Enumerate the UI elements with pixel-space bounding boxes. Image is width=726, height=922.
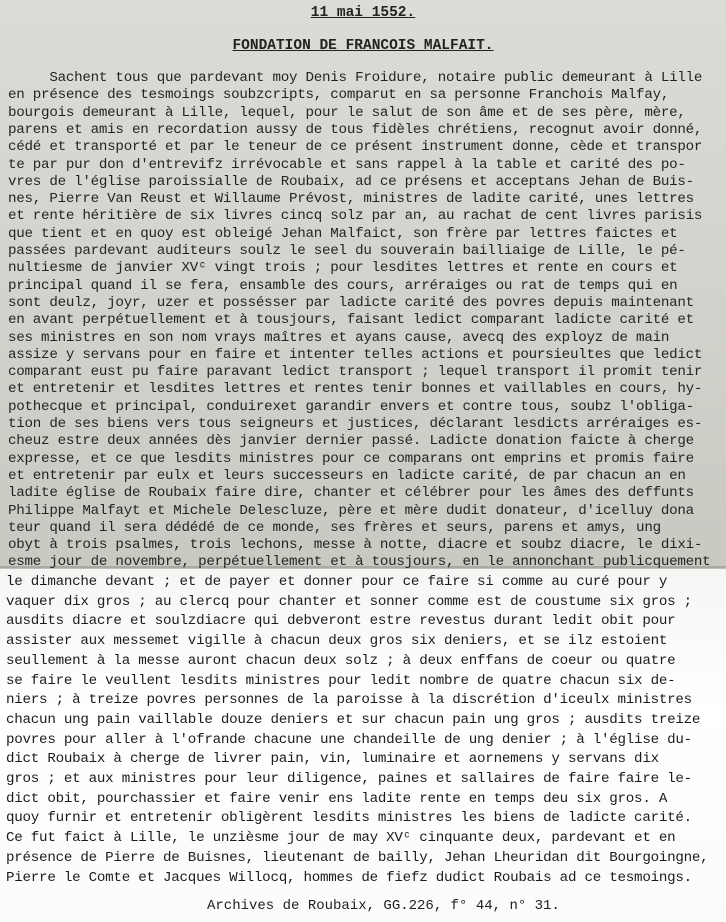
document-date: 11 mai 1552. — [310, 5, 416, 21]
text-line: esme jour de novembre, perpétuellement et à tousjours, en le annonchant publicquement — [8, 554, 711, 571]
text-line: tion de ses biens vers tous seigneurs et justices, déclarant lesdicts arréraiges es- — [8, 416, 703, 432]
text-line: ses ministres en son nom vrays maîtres et ayans cause, avecq des exployz de main — [8, 329, 670, 346]
text-line: nultiesme de janvier XVᶜ vingt trois ; pour lesdites lettres et rente en cours et — [8, 260, 678, 277]
text-line: Philippe Malfayt et Michele Delescluze, père et mère dudit donateur, d'icelluy dona — [8, 502, 694, 519]
text-line: expresse, et ce que lesdits ministres pour ce comparans ont emprins et promis faire — [8, 450, 694, 467]
text-line: cédé et transporté et par le teneur de ce présent instrument donne, cède et transpor — [8, 139, 703, 156]
text-line: en avant perpétuellement et à tousjours, faisant ledict comparant ladicte carité et — [8, 312, 694, 329]
text-line: que tient et en quoy est obleigé Jehan Malfaict, son frère par lettres faictes et — [8, 225, 678, 242]
text-line: povres pour aller à l'ofrande chacune une chandeille de ung denier ; à l'église du- — [6, 731, 692, 748]
text-line: passées pardevant auditeurs soulz le seel du souverain bailliaige de Lille, le pé- — [8, 243, 686, 259]
text-line: bourgois demeurant à Lille, lequel, pour le salut de son âme et de ses père, mère, — [8, 104, 686, 121]
text-line: vres de l'église paroissialle de Roubaix, ad ce présens et acceptans Jehan de Buis- — [8, 173, 694, 190]
text-line: ausdits diacre et soulzdiacre qui debveront estre revestus durant ledit obit pour — [6, 613, 676, 630]
text-line: dict Roubaix à cherge de livrer pain, vin, luminaire et aornemens y servans dix — [6, 751, 659, 768]
text-line: teur quand il sera dédédé de ce monde, ses frères et seurs, parens et amys, ung — [8, 519, 661, 536]
text-line: ladite église de Roubaix faire dire, chanter et célébrer pour les âmes des deffunts — [8, 485, 694, 502]
text-line: nes, Pierre Van Reust et Willaume Prévost, ministres de ladite carité, unes lettres — [8, 191, 694, 208]
text-line: quoy furnir et entretenir obligèrent lesdits ministres les biens de ladicte carité. — [6, 810, 692, 827]
text-line: et entretenir et lesdites lettres et rentes tenir bonnes et vaillables en cours, hy- — [8, 381, 703, 398]
text-line: se faire le veullent lesdits ministres pour ledit nombre de quatre chacun six de- — [6, 672, 676, 689]
text-line: et entretenir par eulx et leurs successeurs en ladicte carité, de par chacun an en — [8, 467, 686, 484]
text-line: présence de Pierre de Buisnes, lieutenant de bailly, Jehan Lheuridan dit Bourgoingne, — [6, 849, 709, 866]
text-line: principal quand il se fera, ensamble des cours, arréraiges ou rat de temps qui en — [8, 277, 678, 294]
text-line: en présence des tesmoings soubzcripts, comparut en sa personne Franchois Malfay, — [8, 87, 670, 104]
text-line: comparant eust pu faire paravant ledict transport ; lequel transport il promit tenir — [8, 364, 703, 381]
text-line: assize y servans pour en faire et intenter telles actions et poursieultes que ledict — [8, 346, 703, 363]
text-line: te par pur don d'entrevifz irrévocable et sans rappel à la table et carité des po- — [8, 156, 686, 173]
text-line: chacun ung pain vaillable douze deniers et sur chacun pain ung gros ; ausdits treize — [6, 711, 701, 728]
text-line: sont deulz, joyr, uzer et possésser par ladicte carité des povres depuis maintenant — [8, 294, 694, 311]
text-line: cheuz estre deux années dès janvier dernier passé. Ladicte donation faicte à cherge — [8, 433, 694, 450]
text-line: Ce fut faict à Lille, le unzièsme jour de may XVᶜ cinquante deux, pardevant et en — [6, 830, 676, 847]
text-line: Pierre le Comte et Jacques Willocq, hommes de fiefz dudict Roubais ad ce tesmoings. — [6, 869, 692, 886]
text-line: gros ; et aux ministres pour leur diligence, paines et sallaires de faire faire le- — [6, 771, 692, 787]
text-line: dict obit, pourchassier et faire venir ens ladite rente en temps deu six gros. A — [6, 790, 668, 807]
archive-reference: Archives de Roubaix, GG.226, f° 44, n° 31. — [207, 898, 560, 914]
document-title: FONDATION DE FRANCOIS MALFAIT. — [232, 38, 494, 54]
text-line: vaquer dix gros ; au clercq pour chanter et sonner comme est de coustume six gros ; — [6, 593, 692, 610]
text-line: pothecque et principal, conduirexet garandir envers et contre tous, soubz l'obliga- — [8, 398, 694, 415]
text-line: parens et amis en recordation aussy de tous fidèles chrétiens, recognut avoir donné, — [8, 121, 703, 138]
text-line: assister aux messemet vigille à chacun deux gros six deniers, et se ilz estoient — [6, 633, 668, 650]
text-line: seullement à la messe auront chacun deux solz ; à deux enffans de coeur ou quatre — [6, 652, 676, 669]
text-line: le dimanche devant ; et de payer et donner pour ce faire si comme au curé pour y — [6, 574, 668, 590]
text-line: obyt à trois psalmes, trois lechons, messe à notte, diacre et soubz diacre, le dixi- — [8, 537, 703, 554]
text-line: et rente héritière de six livres cincq solz par an, au rachat de cent livres parisis — [8, 208, 703, 225]
text-line: Sachent tous que pardevant moy Denis Froidure, notaire public demeurant à Lille — [8, 70, 703, 86]
text-line: niers ; à treize povres personnes de la paroisse à la discrétion d'iceulx ministres — [6, 692, 692, 709]
